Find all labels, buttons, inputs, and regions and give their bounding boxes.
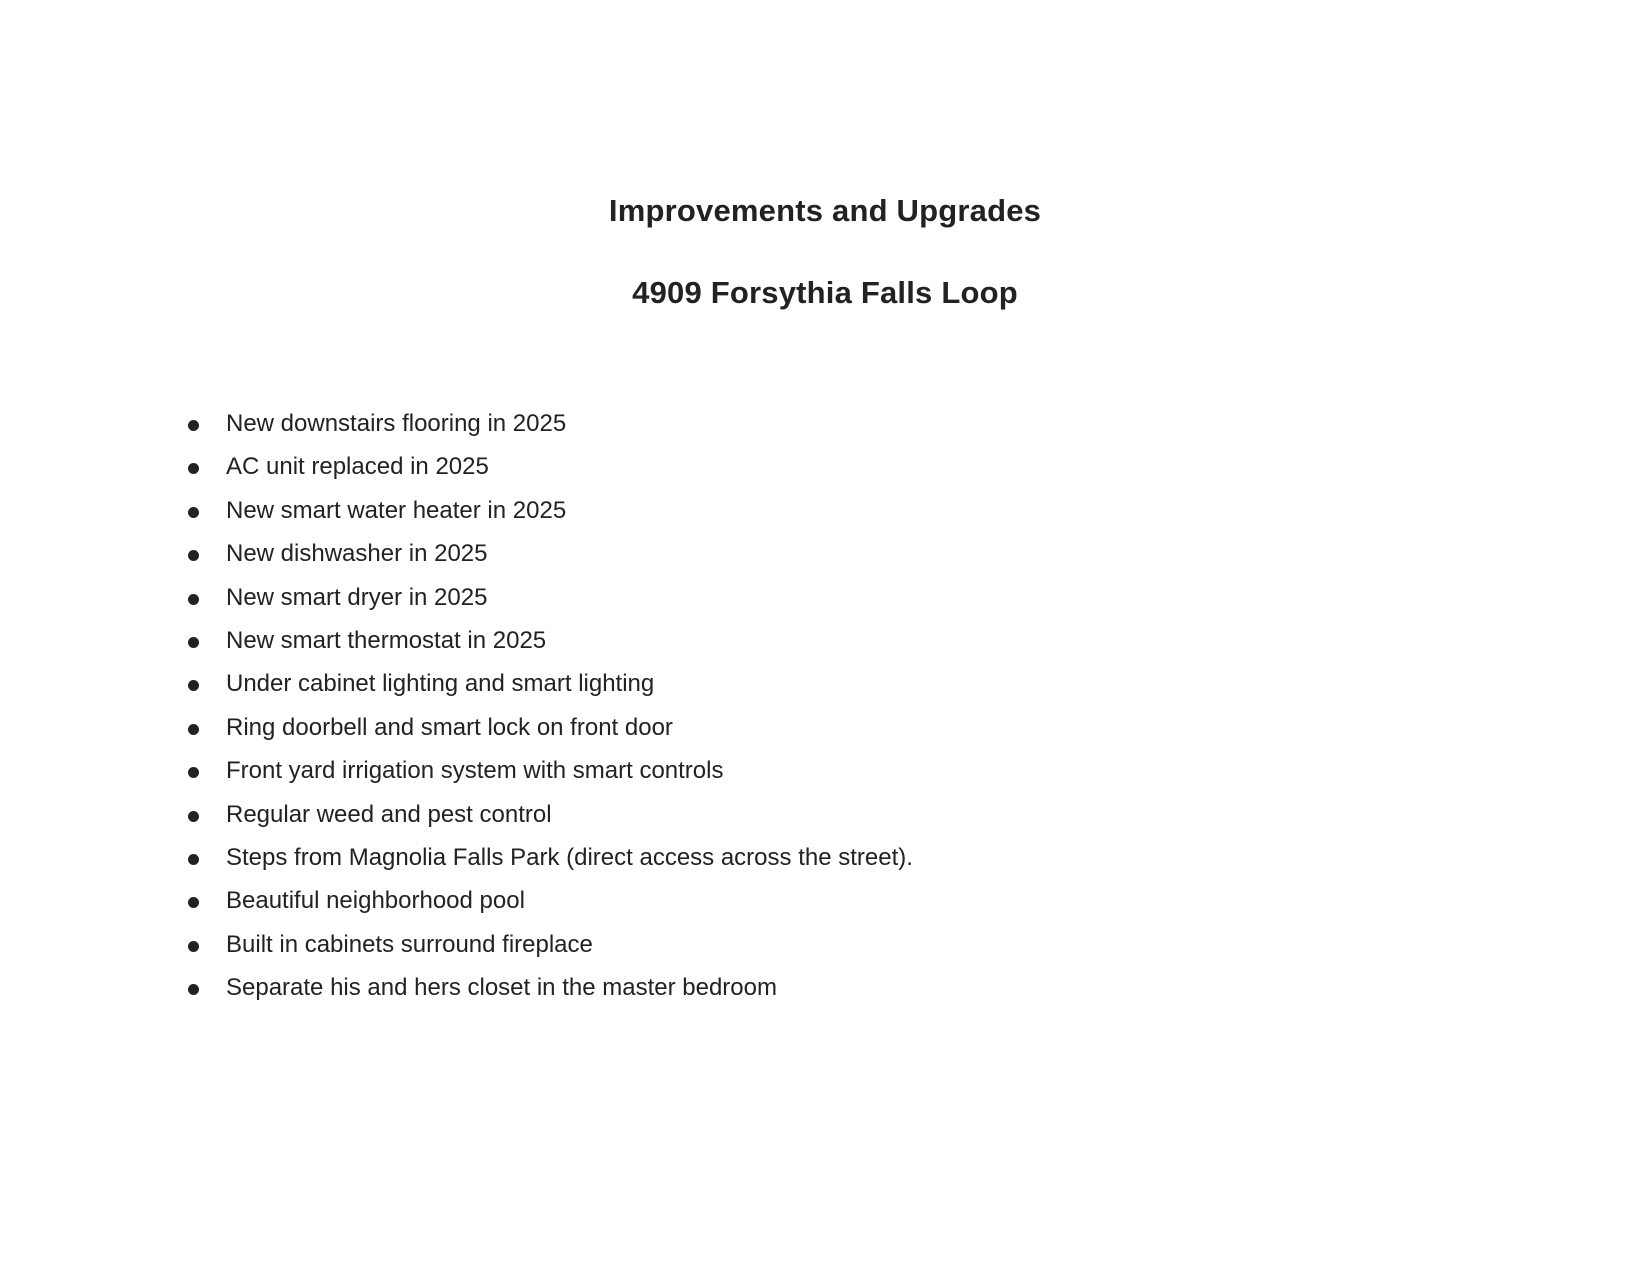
bullet-icon — [188, 420, 199, 431]
list-item-text: Separate his and hers closet in the master bedroom — [226, 974, 777, 1002]
list-item-text: New dishwasher in 2025 — [226, 540, 488, 568]
bullet-icon — [188, 897, 199, 908]
bullet-icon — [188, 811, 199, 822]
document-title: Improvements and Upgrades — [608, 193, 1042, 228]
bullet-icon — [188, 767, 199, 778]
list-item-text: Steps from Magnolia Falls Park (direct access across the street). — [226, 843, 913, 871]
bullet-icon — [188, 550, 199, 561]
bullet-icon — [188, 507, 199, 518]
list-item-text: New smart dryer in 2025 — [226, 583, 488, 611]
bullet-icon — [188, 637, 199, 648]
list-item-text: New downstairs flooring in 2025 — [226, 410, 567, 437]
bullet-icon — [188, 463, 199, 474]
bullet-icon — [188, 724, 199, 735]
list-item-text: Ring doorbell and smart lock on front door — [226, 713, 673, 741]
list-item-text: Built in cabinets surround fireplace — [226, 930, 593, 958]
bullet-icon — [188, 941, 199, 952]
list-item-text: New smart water heater in 2025 — [226, 496, 567, 524]
list-item-text: New smart thermostat in 2025 — [226, 626, 547, 654]
bullet-icon — [188, 984, 199, 995]
bullet-icon — [188, 680, 199, 691]
list-item-text: Beautiful neighborhood pool — [226, 887, 525, 915]
list-item-text: Regular weed and pest control — [226, 800, 552, 828]
list-item-text: Under cabinet lighting and smart lighting — [226, 670, 655, 698]
list-item-text: Front yard irrigation system with smart controls — [226, 757, 724, 785]
bullet-icon — [188, 594, 199, 605]
bullet-icon — [188, 854, 199, 865]
property-address: 4909 Forsythia Falls Loop — [632, 275, 1018, 310]
list-item-text: AC unit replaced in 2025 — [226, 453, 489, 481]
